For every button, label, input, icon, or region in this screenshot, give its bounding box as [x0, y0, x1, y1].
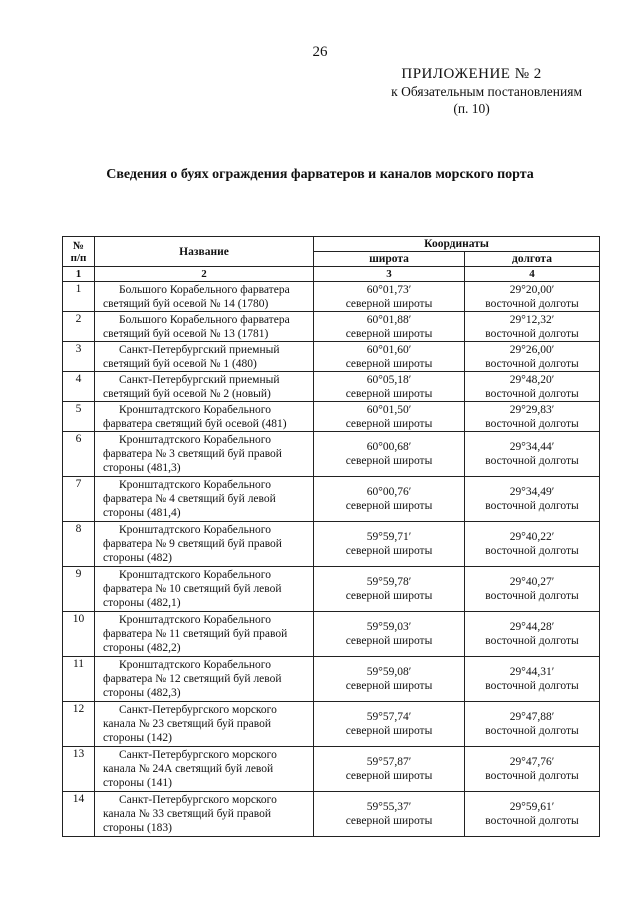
- longitude-hemisphere: восточной долготы: [485, 387, 579, 400]
- longitude-value: 29°59,61′: [509, 801, 555, 813]
- buoy-name: Кронштадтского Корабельного фарватера № 3 светящий буй правой стороны (481,3): [95, 432, 314, 477]
- col-number-4: 4: [465, 267, 600, 282]
- latitude-cell: [314, 567, 465, 612]
- longitude-cell: [465, 312, 600, 342]
- longitude-hemisphere: восточной долготы: [485, 455, 579, 467]
- row-number: 9: [63, 567, 95, 612]
- col-number-1: 1: [63, 267, 95, 282]
- latitude-cell: [314, 612, 465, 657]
- latitude-value: 59°59,71′: [366, 531, 412, 543]
- latitude-hemisphere: северной широты: [345, 357, 433, 370]
- latitude-value: 60°01,60′: [366, 343, 412, 356]
- table-row: [63, 747, 600, 792]
- table-row: [63, 477, 600, 522]
- longitude-cell: [465, 477, 600, 522]
- longitude-hemisphere: восточной долготы: [485, 590, 579, 602]
- latitude-cell: [314, 402, 465, 432]
- row-number: 3: [63, 342, 95, 372]
- table-row: [63, 522, 600, 567]
- table-body: [63, 282, 600, 837]
- longitude-value: 29°47,76′: [509, 756, 555, 768]
- longitude-value: 29°40,22′: [509, 531, 555, 543]
- longitude-hemisphere: восточной долготы: [485, 417, 579, 430]
- latitude-hemisphere: северной широты: [345, 680, 433, 692]
- latitude-value: 59°59,08′: [366, 666, 412, 678]
- header-num-symbol: №: [72, 239, 85, 252]
- latitude-hemisphere: северной широты: [345, 417, 433, 430]
- header-num: [63, 237, 95, 267]
- longitude-cell: [465, 282, 600, 312]
- longitude-cell: [465, 702, 600, 747]
- row-number: 14: [63, 792, 95, 837]
- latitude-hemisphere: северной широты: [345, 770, 433, 782]
- longitude-hemisphere: восточной долготы: [485, 725, 579, 737]
- latitude-hemisphere: северной широты: [345, 327, 433, 340]
- buoy-name: Санкт-Петербургского морского канала № 23 светящий буй правой стороны (142): [95, 702, 314, 747]
- col-number-3: 3: [314, 267, 465, 282]
- longitude-hemisphere: восточной долготы: [485, 815, 579, 827]
- buoy-name: Кронштадтского Корабельного фарватера № 9 светящий буй правой стороны (482): [95, 522, 314, 567]
- latitude-value: 60°00,68′: [366, 441, 412, 453]
- latitude-value: 59°57,74′: [366, 711, 412, 723]
- latitude-value: 60°01,88′: [366, 313, 412, 326]
- longitude-value: 29°12,32′: [509, 313, 555, 326]
- latitude-cell: [314, 702, 465, 747]
- buoy-name: Кронштадтского Корабельного фарватера № 11 светящий буй правой стороны (482,2): [95, 612, 314, 657]
- longitude-value: 29°47,88′: [509, 711, 555, 723]
- document-heading: Сведения о буях ограждения фарватеров и каналов морского порта: [106, 167, 534, 182]
- table-row: [63, 432, 600, 477]
- table-row: [63, 567, 600, 612]
- longitude-cell: [465, 402, 600, 432]
- longitude-cell: [465, 522, 600, 567]
- longitude-hemisphere: восточной долготы: [485, 297, 579, 310]
- header-num-abbr: п/п: [70, 251, 87, 264]
- longitude-hemisphere: восточной долготы: [485, 680, 579, 692]
- buoy-name: Большого Корабельного фарватера светящий буй осевой № 14 (1780): [95, 282, 314, 312]
- longitude-value: 29°40,27′: [509, 576, 555, 588]
- longitude-cell: [465, 342, 600, 372]
- longitude-cell: [465, 612, 600, 657]
- latitude-cell: [314, 522, 465, 567]
- row-number: 2: [63, 312, 95, 342]
- longitude-cell: [465, 432, 600, 477]
- table-row: [63, 342, 600, 372]
- latitude-value: 59°59,03′: [366, 621, 412, 633]
- table-row: [63, 612, 600, 657]
- col-number-2: 2: [95, 267, 314, 282]
- latitude-value: 59°57,87′: [366, 756, 412, 768]
- longitude-hemisphere: восточной долготы: [485, 770, 579, 782]
- row-number: 1: [63, 282, 95, 312]
- header-lat: широта: [314, 252, 465, 267]
- buoy-name: Санкт-Петербургский приемный светящий буй осевой № 1 (480): [95, 342, 314, 372]
- buoy-name: Кронштадтского Корабельного фарватера № 10 светящий буй левой стороны (482,1): [95, 567, 314, 612]
- header-name: Название: [95, 237, 314, 267]
- longitude-value: 29°34,44′: [509, 441, 555, 453]
- table-row: [63, 657, 600, 702]
- longitude-hemisphere: восточной долготы: [485, 357, 579, 370]
- longitude-cell: [465, 372, 600, 402]
- table-row: [63, 702, 600, 747]
- row-number: 12: [63, 702, 95, 747]
- latitude-cell: [314, 342, 465, 372]
- latitude-value: 59°59,78′: [366, 576, 412, 588]
- annex-block: [391, 66, 582, 117]
- buoy-name: Санкт-Петербургский приемный светящий буй осевой № 2 (новый): [95, 372, 314, 402]
- buoy-name: Кронштадтского Корабельного фарватера светящий буй осевой (481): [95, 402, 314, 432]
- table-row: [63, 372, 600, 402]
- row-number: 7: [63, 477, 95, 522]
- latitude-hemisphere: северной широты: [345, 500, 433, 512]
- row-number: 8: [63, 522, 95, 567]
- annex-title: ПРИЛОЖЕНИЕ № 2: [401, 66, 542, 82]
- row-number: 5: [63, 402, 95, 432]
- longitude-value: 29°34,49′: [509, 486, 555, 498]
- latitude-value: 59°55,37′: [366, 801, 412, 813]
- latitude-hemisphere: северной широты: [345, 725, 433, 737]
- latitude-cell: [314, 747, 465, 792]
- latitude-cell: [314, 432, 465, 477]
- latitude-value: 60°01,73′: [366, 283, 412, 296]
- longitude-value: 29°44,28′: [509, 621, 555, 633]
- longitude-hemisphere: восточной долготы: [485, 327, 579, 340]
- latitude-cell: [314, 282, 465, 312]
- latitude-cell: [314, 477, 465, 522]
- latitude-hemisphere: северной широты: [345, 635, 433, 647]
- header-lon: долгота: [465, 252, 600, 267]
- table-row: [63, 402, 600, 432]
- latitude-hemisphere: северной широты: [345, 590, 433, 602]
- longitude-cell: [465, 657, 600, 702]
- annex-clause: (п. 10): [453, 101, 490, 116]
- latitude-hemisphere: северной широты: [345, 545, 433, 557]
- header-coords: Координаты: [314, 237, 600, 252]
- latitude-hemisphere: северной широты: [345, 297, 433, 310]
- latitude-cell: [314, 657, 465, 702]
- longitude-value: 29°48,20′: [509, 373, 555, 386]
- annex-subtitle: к Обязательным постановлениям: [391, 84, 582, 99]
- longitude-cell: [465, 747, 600, 792]
- latitude-value: 60°05,18′: [366, 373, 412, 386]
- longitude-value: 29°20,00′: [509, 283, 555, 296]
- table-row: [63, 282, 600, 312]
- row-number: 10: [63, 612, 95, 657]
- buoy-name: Санкт-Петербургского морского канала № 33 светящий буй правой стороны (183): [95, 792, 314, 837]
- longitude-value: 29°44,31′: [509, 666, 555, 678]
- longitude-hemisphere: восточной долготы: [485, 500, 579, 512]
- longitude-cell: [465, 792, 600, 837]
- latitude-hemisphere: северной широты: [345, 387, 433, 400]
- longitude-cell: [465, 567, 600, 612]
- row-number: 4: [63, 372, 95, 402]
- longitude-hemisphere: восточной долготы: [485, 545, 579, 557]
- longitude-hemisphere: восточной долготы: [485, 635, 579, 647]
- longitude-value: 29°26,00′: [509, 343, 555, 356]
- latitude-cell: [314, 372, 465, 402]
- latitude-value: 60°01,50′: [366, 403, 412, 416]
- latitude-cell: [314, 792, 465, 837]
- latitude-hemisphere: северной широты: [345, 815, 433, 827]
- buoy-name: Кронштадтского Корабельного фарватера № 12 светящий буй левой стороны (482,3): [95, 657, 314, 702]
- buoy-name: Санкт-Петербургского морского канала № 24А светящий буй левой стороны (141): [95, 747, 314, 792]
- buoy-name: Кронштадтского Корабельного фарватера № 4 светящий буй левой стороны (481,4): [95, 477, 314, 522]
- row-number: 6: [63, 432, 95, 477]
- table-row: [63, 312, 600, 342]
- table-row: [63, 792, 600, 837]
- page-number: 26: [312, 44, 328, 60]
- latitude-cell: [314, 312, 465, 342]
- row-number: 11: [63, 657, 95, 702]
- latitude-value: 60°00,76′: [366, 486, 412, 498]
- latitude-hemisphere: северной широты: [345, 455, 433, 467]
- longitude-value: 29°29,83′: [509, 403, 555, 416]
- buoys-table: [62, 236, 600, 837]
- buoy-name: Большого Корабельного фарватера светящий буй осевой № 13 (1781): [95, 312, 314, 342]
- row-number: 13: [63, 747, 95, 792]
